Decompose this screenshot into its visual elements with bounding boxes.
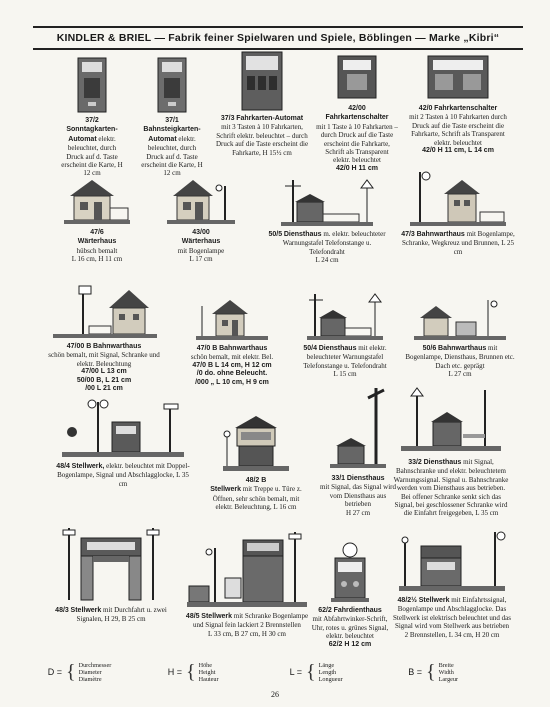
item-code: 42/00 xyxy=(348,105,366,112)
catalog-item xyxy=(60,56,124,178)
item-dimensions: 50/00 B, L 21 cm xyxy=(76,376,132,384)
item-text: mit Einfahrtssignal, Bogenlampe und Abschlagglocke. Das Stellwerk ist elektrisch beleuchtet und das Signal wird vom Stellwerk aus betrieben xyxy=(393,596,511,631)
item-text: mit Signal, das Signal wird vom Diensthaus aus betrieben xyxy=(319,483,397,509)
service-house-image xyxy=(399,384,503,456)
signal-box-image xyxy=(185,528,309,610)
item-code: 47/00 B xyxy=(66,343,92,350)
item-title: Bahnwarthaus xyxy=(93,343,142,350)
item-title: Stellwerk xyxy=(418,597,450,604)
brace-icon: { xyxy=(66,661,76,683)
item-code: 48/2 B xyxy=(245,477,267,484)
item-dimensions: L 15 cm xyxy=(333,370,357,379)
header-tagline: — Fabrik feiner Spielwaren und Spiele, Böblingen — Marke „Kibri“ xyxy=(154,32,500,44)
item-dimensions: /00 L 21 cm xyxy=(85,385,123,393)
lineman-house-image xyxy=(49,284,159,340)
item-dimensions: L 27 cm xyxy=(448,370,472,379)
item-code: 33/1 xyxy=(331,475,346,482)
legend-symbol: H = xyxy=(167,667,182,677)
item-title: Stellwerk xyxy=(210,486,241,494)
legend-symbol: B = xyxy=(408,667,422,677)
catalog-item xyxy=(316,52,398,173)
item-code: 50/5 xyxy=(268,231,283,238)
item-text: schön bemalt, mit Signal, Schranke und elektr. Beleuchtung xyxy=(48,351,160,368)
item-dimensions: 42/0 H 11 cm, L 14 cm xyxy=(422,147,494,155)
catalog-item xyxy=(392,384,510,518)
item-text: mit Durchfahrt u. zwei Signalen, xyxy=(76,606,167,624)
item-code: 42/0 xyxy=(418,105,433,112)
ticket-machine-image xyxy=(75,56,109,114)
item-code: 47/0 B xyxy=(196,345,218,352)
item-text: mit 3 Tasten à 10 Fahrkarten, Schrift elektr. beleuchtet – durch Druck auf die Taste erscheint die Fahrkarte, H 15½ cm xyxy=(215,123,309,157)
ticket-counter-image xyxy=(335,52,379,102)
item-dimensions: L 35 cm xyxy=(118,471,189,488)
item-title: Bahnwarthaus xyxy=(438,345,487,352)
brand-name: KINDLER & BRIEL xyxy=(56,32,152,44)
item-code: 47/6 xyxy=(90,229,104,236)
catalog-item xyxy=(212,50,312,157)
item-code: 48/5 xyxy=(185,613,200,620)
item-code: 37/2 xyxy=(85,117,99,124)
legend-entry xyxy=(396,662,516,683)
item-code: 47/3 xyxy=(401,231,415,238)
guard-house-image xyxy=(163,174,239,226)
legend-word: Longueur xyxy=(318,675,343,683)
item-text: elektr. beleuchtet, durch Druck auf d. Taste erscheint die Karte, H 12 cm xyxy=(141,134,203,178)
abbreviation-legend xyxy=(36,659,516,685)
item-dimensions: L 16 cm, H 11 cm xyxy=(71,255,123,264)
item-code: 33/2 xyxy=(408,459,422,466)
item-code: 48/3 xyxy=(55,607,69,614)
item-dimensions: L 33 cm, B 27 cm, H 30 cm xyxy=(208,629,286,638)
item-dimensions: /000 „ L 10 cm, H 9 cm xyxy=(195,378,269,386)
ticket-machine-image xyxy=(155,56,189,114)
item-code: 62/2 xyxy=(318,607,332,614)
lineman-house-image xyxy=(412,296,508,342)
catalog-item xyxy=(408,52,508,155)
item-dimensions: /0 do. ohne Beleucht. xyxy=(196,370,268,378)
item-title: Stellwerk, xyxy=(71,463,105,470)
signal-box-image xyxy=(397,528,507,594)
item-dimensions: 62/2 H 12 cm xyxy=(328,640,372,648)
ticket-machine-image xyxy=(239,50,285,112)
item-title: Diensthaus xyxy=(423,459,462,466)
item-text: mit 1 Taste à 10 Fahrkarten – durch Druck auf die Taste erscheint die Fahrkarte, Schrift als Transparent elektr. beleuchtet xyxy=(316,122,398,165)
service-house-image xyxy=(279,176,375,228)
item-text: mit Bogenlampe xyxy=(177,246,225,255)
item-dimensions: 47/00 L 13 cm xyxy=(81,368,127,376)
page-number: 26 xyxy=(271,690,279,699)
item-text: mit Schranke Bogenlampe und Signal fein lackiert 2 Brennstellen xyxy=(193,612,309,630)
catalog-item xyxy=(404,296,516,379)
legend-word: Höhe xyxy=(198,661,213,669)
legend-word: Length xyxy=(318,668,337,676)
item-dimensions: 47/0 B L 14 cm, H 12 cm xyxy=(192,361,272,369)
signal-box-image xyxy=(221,410,291,474)
brace-icon: { xyxy=(186,661,196,683)
item-text: mit Bogenlampe, Schranke, Wegkreuz und Brunnen, xyxy=(401,230,515,248)
guard-house-image xyxy=(62,174,132,226)
legend-word: Height xyxy=(198,668,216,676)
item-code: 37/3 xyxy=(220,115,235,122)
catalog-item xyxy=(52,524,170,624)
catalog-item xyxy=(158,174,244,264)
catalog-item xyxy=(392,528,512,639)
legend-word: Diameter xyxy=(78,668,102,676)
legend-word: Largeur xyxy=(438,675,459,683)
catalog-item xyxy=(318,384,398,517)
legend-entry xyxy=(156,662,276,683)
item-text: mit elektr. beleuchteter Warnungstafel Telefonstange u. Telefondraht xyxy=(303,344,387,370)
legend-word: Durchmesser xyxy=(78,661,112,669)
item-title: Bahnwarthaus xyxy=(219,345,268,352)
catalog-item xyxy=(140,56,204,178)
legend-symbol: L = xyxy=(289,667,302,677)
ticket-counter-image xyxy=(425,52,491,102)
item-title: Fahrkartenschalter xyxy=(325,114,389,122)
catalog-item xyxy=(400,168,516,256)
item-text: m. elektr. beleuchteter Warnungstafel Telefonstange u. Telefondraht xyxy=(282,230,386,256)
item-title: Wärterhaus xyxy=(181,238,221,246)
item-title: Diensthaus xyxy=(318,345,357,352)
catalog-item xyxy=(290,290,400,379)
dispatch-house-image xyxy=(329,540,371,604)
item-title: Wärterhaus xyxy=(77,238,117,246)
item-dimensions: H 29, B 25 cm xyxy=(104,615,146,624)
lineman-house-image xyxy=(408,168,508,228)
item-title: Fahrkartenschalter xyxy=(434,105,498,112)
item-dimensions: L 16 cm xyxy=(273,503,297,512)
item-text: mit Treppe u. Türe z. Öffnen, sehr schön bemalt, mit elektr. Beleuchtung, xyxy=(212,485,302,512)
item-title: Fahrkarten-Automat xyxy=(236,115,304,122)
catalog-item xyxy=(182,528,312,638)
item-dimensions: L 17 cm xyxy=(189,255,213,264)
catalog-item xyxy=(268,176,386,265)
service-house-image xyxy=(326,384,390,472)
item-title: Diensthaus xyxy=(346,475,385,482)
item-text: mit Bogenlampe, Diensthaus, Brunnen etc. Dach etc. geprägt xyxy=(405,344,515,370)
item-code: 48/2½ xyxy=(397,597,417,604)
legend-entry xyxy=(276,662,396,683)
item-code: 50/6 xyxy=(422,345,437,352)
legend-word: Länge xyxy=(318,661,335,669)
catalog-item xyxy=(52,396,194,488)
signal-box-image xyxy=(58,396,188,460)
item-title: Fahrdienthaus xyxy=(333,607,382,614)
item-code: 48/4 xyxy=(56,463,70,470)
catalog-item xyxy=(42,284,166,393)
item-dimensions: L 25 cm xyxy=(453,239,514,256)
catalog-item xyxy=(206,410,306,512)
legend-word: Breite xyxy=(438,661,454,669)
item-title: Stellwerk xyxy=(70,607,102,614)
catalog-item xyxy=(308,540,392,649)
item-code: 50/4 xyxy=(303,345,317,352)
item-text: mit 2 Tasten à 10 Fahrkarten durch Druck auf die Taste erscheint die Fahrkarte, Schrift als Transparent elektr. beleuchtet xyxy=(409,113,507,147)
item-text: hübsch bemalt xyxy=(76,246,118,255)
legend-word: Diamètre xyxy=(78,675,102,683)
item-text: elektr. beleuchtet mit Doppel-Bogenlampe, Signal und Abschlagglocke, xyxy=(57,462,190,480)
catalog-item xyxy=(180,296,284,387)
legend-symbol: D = xyxy=(47,667,62,677)
item-dimensions: L 24 cm xyxy=(315,256,339,265)
item-dimensions: H 27 cm xyxy=(345,508,371,517)
item-title: Diensthaus xyxy=(283,231,322,238)
item-dimensions: 42/0 H 11 cm xyxy=(335,164,379,172)
item-text: elektr. beleuchtet, durch Druck auf d. Taste erscheint die Karte, H 12 cm xyxy=(61,134,123,178)
item-text: schön bemalt, mit elektr. Bel. xyxy=(190,353,274,362)
legend-entry xyxy=(36,662,156,683)
item-text: mit Signal, Bahnschranke und elektr. beleuchtetem Warnungssignal. Signal u. Bahnschranke werden vom Diensthaus aus betrieben. Bei offener Schranke senkt sich das Signal, bei geschlossener Schranke wird die Einfahrt freigegeben, xyxy=(393,458,509,518)
item-dimensions: L 35 cm xyxy=(475,509,499,518)
catalog-item xyxy=(54,174,140,264)
brace-icon: { xyxy=(306,661,316,683)
item-title: Bahnwarthaus xyxy=(416,231,465,238)
item-code: 43/00 xyxy=(192,229,210,236)
page-header xyxy=(33,26,523,50)
legend-word: Hauteur xyxy=(198,675,219,683)
brace-icon: { xyxy=(426,661,436,683)
item-title: Stellwerk xyxy=(201,613,233,620)
item-title: Sonntagkarten-Automat xyxy=(66,126,118,143)
item-text: mit Abfahrtwinker-Schrift, Uhr, rotes u. grünes Signal, elektr. beleuchtet xyxy=(311,615,389,641)
legend-word: Width xyxy=(438,668,454,676)
item-title: Bahnsteigkarten-Automat xyxy=(143,126,201,143)
item-code: 37/1 xyxy=(165,117,179,124)
signal-box-gateway-image xyxy=(59,524,163,604)
item-dimensions: 2 Brennstellen, L 34 cm, H 20 cm xyxy=(404,630,500,639)
lineman-house-image xyxy=(194,296,270,342)
service-house-image xyxy=(305,290,385,342)
